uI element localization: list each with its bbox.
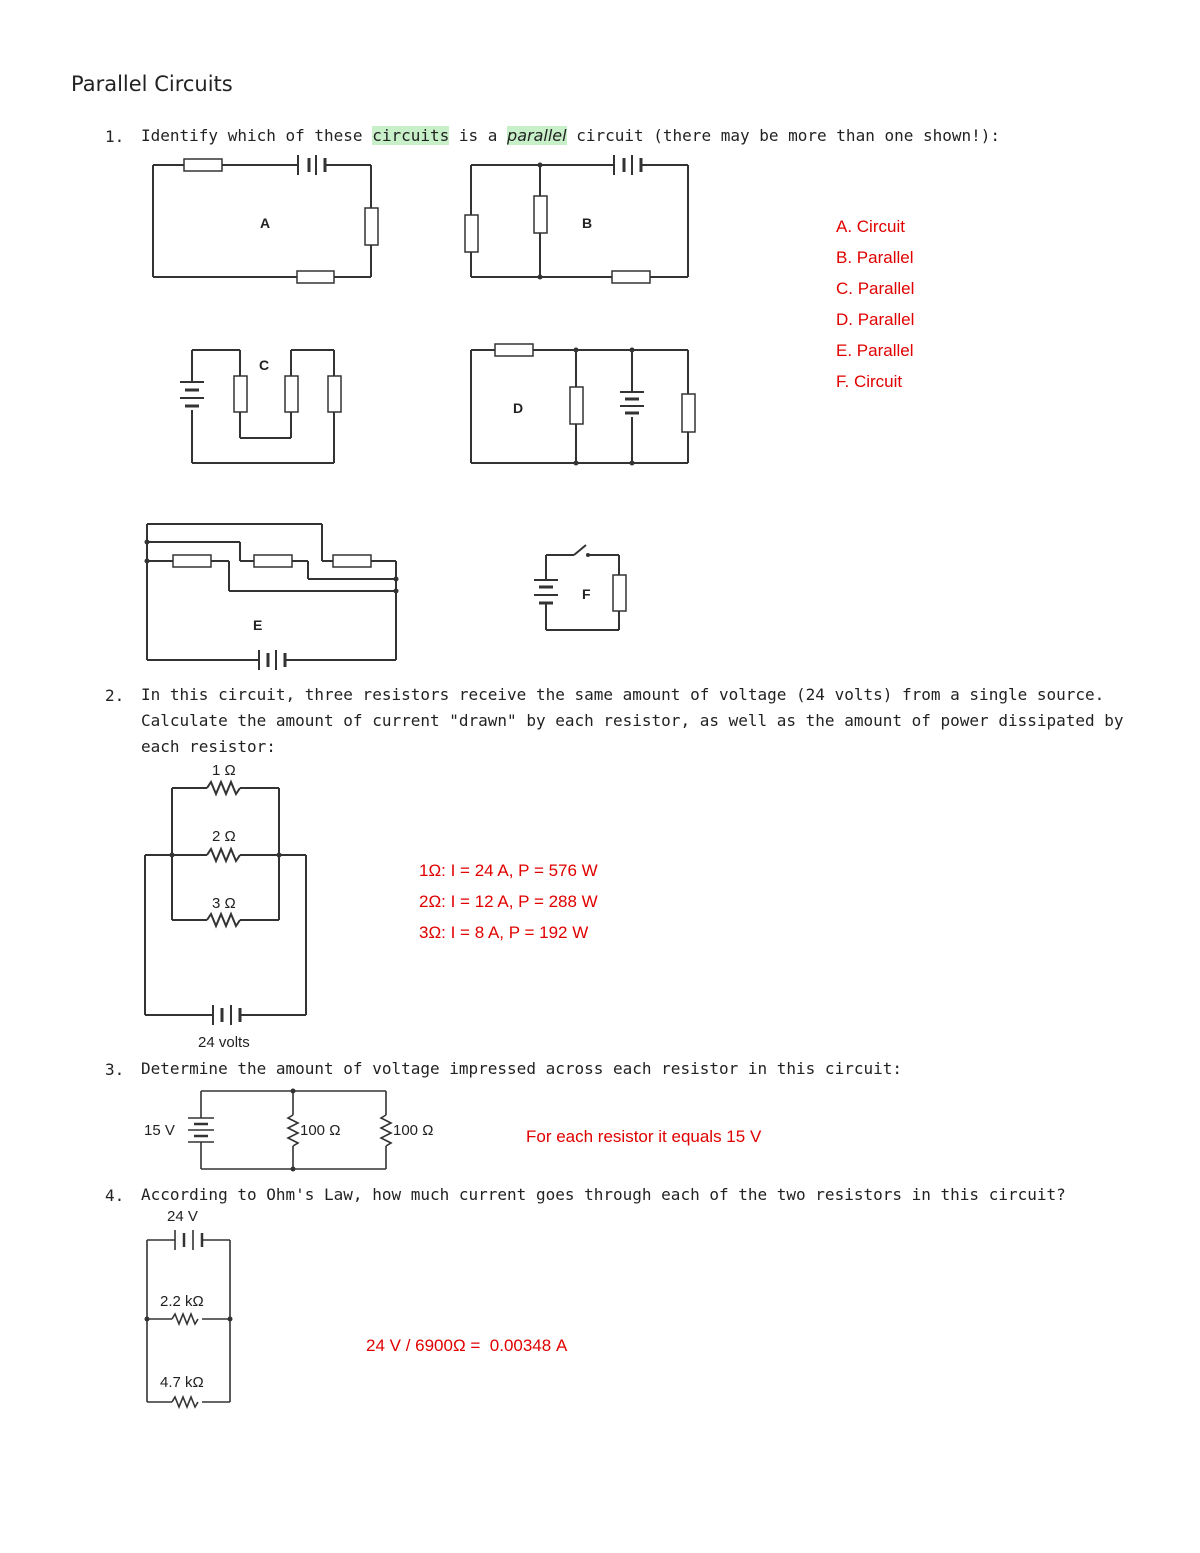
circuit-f [534,545,626,630]
q3-answer: For each resistor it equals 15 V [526,1127,762,1146]
label-d: D [513,400,524,416]
answer-d: D. Parallel [836,310,915,329]
highlight-circuits: circuits [372,126,450,145]
q2-answer-3: 3Ω: I = 8 A, P = 192 W [419,923,589,942]
circuit-d [471,344,695,463]
q2-r2-label: 2 Ω [212,828,236,845]
circuit-e [147,524,396,670]
q3-r1-label: 100 Ω [300,1122,341,1139]
answer-a: A. Circuit [836,217,905,236]
answer-c: C. Parallel [836,279,915,298]
q2-r1-label: 1 Ω [212,762,236,779]
label-a: A [260,215,271,231]
label-e: E [253,617,263,633]
q2-source-label: 24 volts [198,1034,250,1051]
q2-answer-1: 1Ω: I = 24 A, P = 576 W [419,861,598,880]
q4-r2-label: 4.7 kΩ [160,1374,204,1391]
q3-circuit [188,1091,391,1169]
page-title: Parallel Circuits [71,72,233,96]
q4-source-label: 24 V [167,1208,198,1225]
label-f: F [582,586,591,602]
answer-f: F. Circuit [836,372,903,391]
q2-number: 2. [105,686,125,705]
q3-source-label: 15 V [144,1122,175,1139]
label-b: B [582,215,593,231]
q2-text: In this circuit, three resistors receive the same amount of voltage (24 volts) from a single source. Calculate the amount of current "drawn" by each resistor, as well as the amount of power dissipated by each resistor: [141,685,1124,756]
q1-number: 1. [105,127,125,146]
q1-text: Identify which of these circuits is a parallel circuit (there may be more than one shown!): [141,126,1001,145]
q3-r2-label: 100 Ω [393,1122,434,1139]
q4-r1-label: 2.2 kΩ [160,1293,204,1310]
circuit-b [465,155,688,283]
q2-answer-2: 2Ω: I = 12 A, P = 288 W [419,892,598,911]
highlight-parallel: parallel [507,126,567,145]
q1-answers [836,211,914,397]
q4-text: According to Ohm's Law, how much current goes through each of the two resistors in this circuit? [141,1185,1066,1204]
label-c: C [259,357,270,373]
q4-answer: 24 V / 6900Ω = 0.00348 A [366,1336,568,1355]
q4-number: 4. [105,1186,125,1205]
q3-text: Determine the amount of voltage impressed across each resistor in this circuit: [141,1059,902,1078]
answer-e: E. Parallel [836,341,914,360]
q2-answers [419,855,598,948]
answer-b: B. Parallel [836,248,914,267]
q3-number: 3. [105,1060,125,1079]
q2-r3-label: 3 Ω [212,895,236,912]
